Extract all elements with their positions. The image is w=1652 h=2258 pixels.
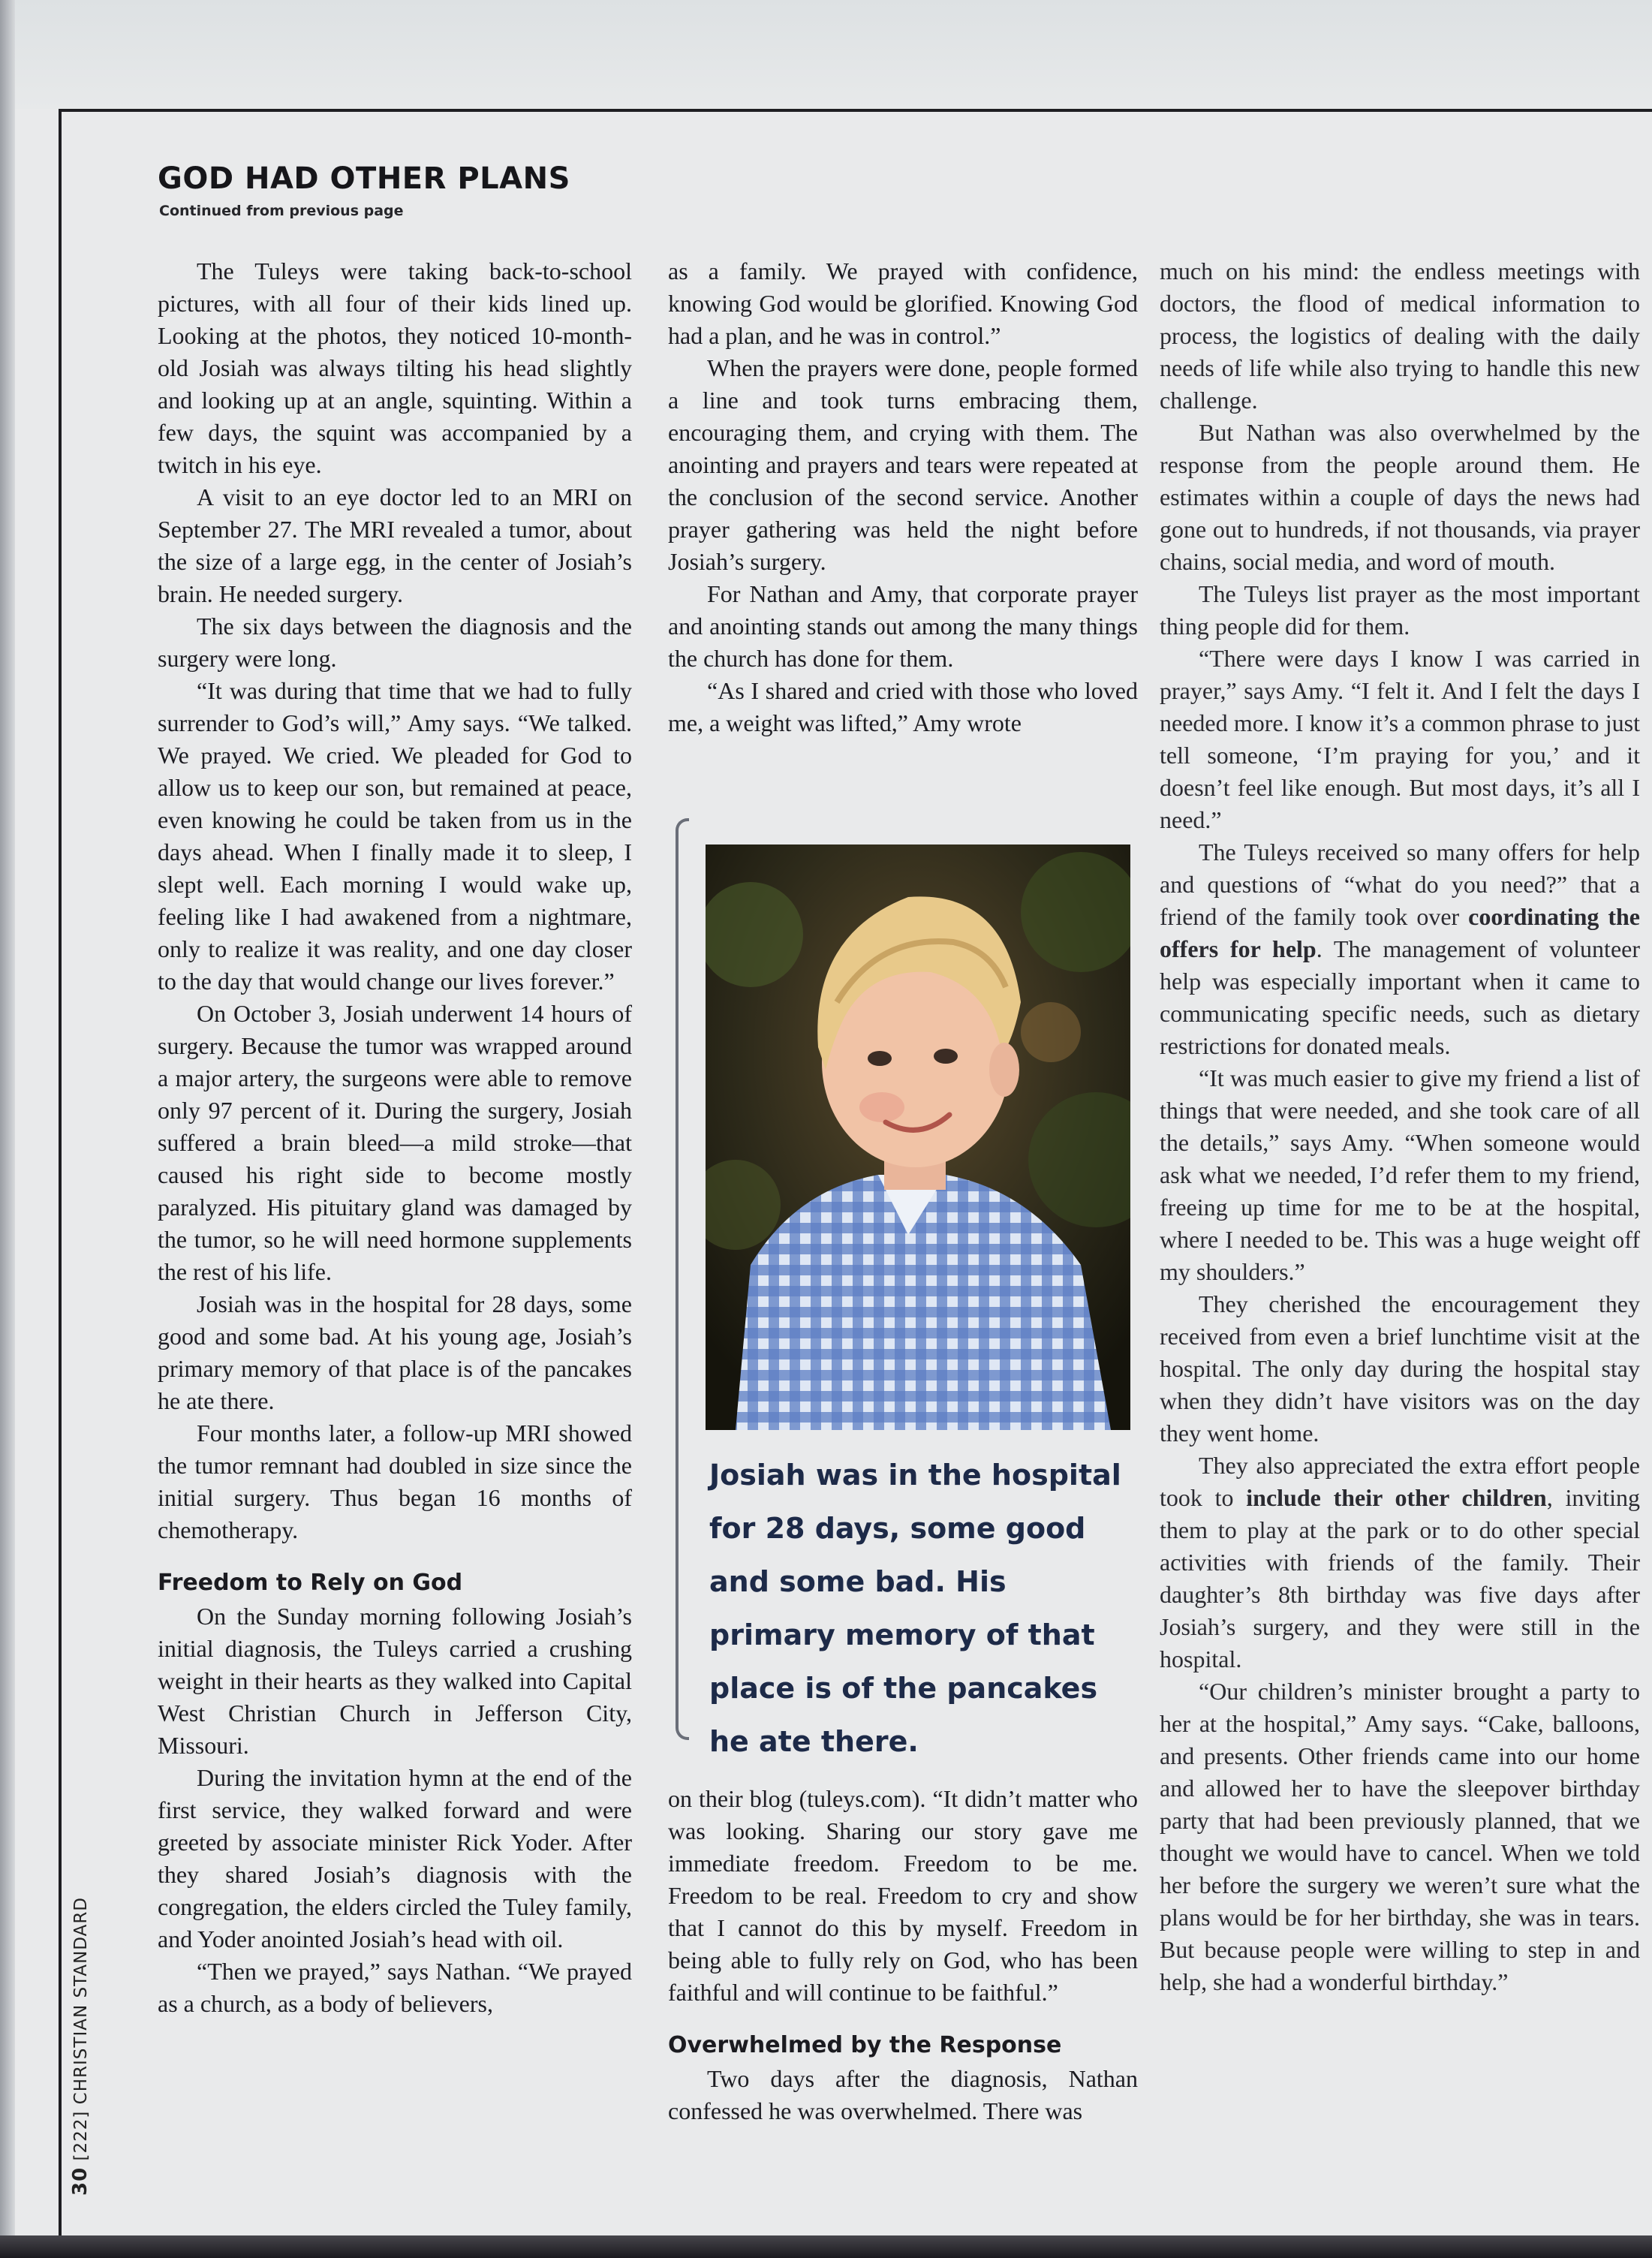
paragraph: The six days between the diagnosis and the surgery were long.: [158, 613, 632, 672]
paragraph: as a family. We prayed with confidence, knowing God would be glorified. Knowing God had a plan, and he was in control.”: [668, 257, 1138, 349]
paragraph: [1160, 1450, 1640, 1675]
text-run: They also appreciated the extra effort people took to: [1160, 1452, 1640, 1511]
paragraph: “As I shared and cried with those who loved me, a weight was lifted,” Amy wrote: [668, 677, 1138, 736]
boy-portrait-image: [706, 844, 1130, 1430]
paragraph: But Nathan was also overwhelmed by the response from the people around them. He estimates within a couple of days the news had gone out to hundreds, if not thousands, via prayer chains, social media, and word of mouth.: [1160, 419, 1640, 575]
bold-phrase: coordinating the offers for help: [1160, 903, 1640, 962]
paragraph: Four months later, a follow-up MRI showed the tumor remnant had doubled in size since the initial surgery. Thus began 16 months of chemotherapy.: [158, 1420, 632, 1543]
page-folio: [69, 1897, 92, 2196]
paragraph: Two days after the diagnosis, Nathan confessed he was overwhelmed. There was: [668, 2065, 1138, 2124]
pullquote-bracket: [676, 818, 689, 1740]
publication-name: CHRISTIAN STANDARD: [71, 1896, 91, 2105]
issue-page: [222]: [71, 2110, 91, 2161]
paragraph: The Tuleys list prayer as the most important thing people did for them.: [1160, 580, 1640, 640]
paragraph: “There were days I know I was carried in prayer,” says Amy. “I felt it. And I felt the days I needed more. I know it’s a common phrase to just tell someone, ‘I’m praying for you,’ and it doesn’t feel like enough. But most days, it’s all I need.”: [1160, 645, 1640, 833]
column-2-top: [668, 255, 1138, 739]
paragraph: “Our children’s minister brought a party to her at the hospital,” Amy says. “Cake, balloons, and presents. Other friends came into our home and allowed her to have the sleepover birthday party that had been previously planned, that we thought we would have to cancel. When we told her before the surgery we weren’t sure what the plans would be for her birthday, she was in tears. But because people were willing to step in and help, she had a wonderful birthday.”: [1160, 1678, 1640, 1995]
subheading-overwhelmed: Overwhelmed by the Response: [668, 2032, 1062, 2058]
paragraph: “It was much easier to give my friend a list of things that were needed, and she took care of all the details,” says Amy. “When someone would ask what we needed, I’d refer them to my friend, freeing up time for me to be at the hospital, where I needed to be. This was a huge weight off my shoulders.”: [1160, 1064, 1640, 1285]
text-run: , inviting them to play at the park or to do other special activities with friends of the family. Their daughter’s 8th birthday was five days after Josiah’s surgery, and they were still in the hospital.: [1160, 1484, 1641, 1672]
paragraph: On October 3, Josiah underwent 14 hours of surgery. Because the tumor was wrapped around a major artery, the surgeons were able to remove only 97 percent of it. During the surgery, Josiah suffered a brain bleed—a mild stroke—that caused his right side to become mostly paralyzed. His pituitary gland was damaged by the tumor, so he will need hormone supplements the rest of his life.: [158, 1000, 632, 1285]
paragraph: much on his mind: the endless meetings with doctors, the flood of medical information to process, the logistics of dealing with the daily needs of life while also trying to handle this new challenge.: [1160, 257, 1640, 414]
paragraph: “Then we prayed,” says Nathan. “We prayed as a church, as a body of believers,: [158, 1958, 632, 2017]
paragraph: Josiah was in the hospital for 28 days, some good and some bad. At his young age, Josiah’s primary memory of that place is of the pancakes he ate there.: [158, 1290, 632, 1414]
paragraph: They cherished the encouragement they received from even a brief lunchtime visit at the hospital. The only day during the hospital stay when they didn’t have visitors was on the day they went home.: [1160, 1290, 1640, 1447]
josiah-photo: [706, 844, 1130, 1430]
pullquote-caption: Josiah was in the hospital for 28 days, some good and some bad. His primary memory of that place is of the pancakes he ate there.: [709, 1459, 1121, 1758]
article-headline: GOD HAD OTHER PLANS: [158, 161, 570, 196]
page-gutter: [0, 0, 15, 2258]
subheading-freedom: Freedom to Rely on God: [158, 1570, 463, 1596]
bold-phrase: include their other children: [1246, 1484, 1547, 1511]
paragraph: [1160, 836, 1640, 1062]
page-number: 30: [69, 2166, 92, 2196]
paragraph: on their blog (tuleys.com). “It didn’t matter who was looking. Sharing our story gave me immediate freedom. Freedom to be me. Freedom to be real. Freedom to cry and show that I cannot do this by myself. Freedom in being able to fully rely on God, who has been faithful and will continue to be faithful.”: [668, 1785, 1138, 2006]
top-margin: [15, 0, 1652, 109]
column-3: [1160, 255, 1640, 1998]
continued-note: Continued from previous page: [159, 203, 404, 219]
paragraph: The Tuleys were taking back-to-school pictures, with all four of their kids lined up. Looking at the photos, they noticed 10-month-old Josiah was always tilting his head slightly and looking up at an angle, squinting. Within a few days, the squint was accompanied by a twitch in his eye.: [158, 257, 632, 478]
paragraph: For Nathan and Amy, that corporate prayer and anointing stands out among the many things the church has done for them.: [668, 580, 1138, 672]
paragraph: During the invitation hymn at the end of the first service, they walked forward and were greeted by associate minister Rick Yoder. After they shared Josiah’s diagnosis with the congregation, the elders circled the Tuley family, and Yoder anointed Josiah’s head with oil.: [158, 1764, 632, 1952]
paragraph: “It was during that time that we had to fully surrender to God’s will,” Amy says. “We talked. We prayed. We cried. We pleaded for God to allow us to keep our son, but remained at peace, even knowing he could be taken from us in the days ahead. When I finally made it to sleep, I slept well. Each morning I would wake up, feeling like I had awakened from a nightmare, only to realize it was reality, and one day closer to the day that would change our lives forever.”: [158, 677, 632, 995]
bottom-edge: [0, 2235, 1652, 2258]
paragraph: A visit to an eye doctor led to an MRI on September 27. The MRI revealed a tumor, about the size of a large egg, in the center of Josiah’s brain. He needed surgery.: [158, 483, 632, 607]
paragraph: On the Sunday morning following Josiah’s initial diagnosis, the Tuleys carried a crushing weight in their hearts as they walked into Capital West Christian Church in Jefferson City, Missouri.: [158, 1603, 632, 1759]
column-2-bottom: [668, 1783, 1138, 2127]
column-1: [158, 255, 632, 2020]
paragraph: When the prayers were done, people formed a line and took turns embracing them, encouraging them, and crying with them. The anointing and prayers and tears were repeated at the conclusion of the second service. Another prayer gathering was held the night before Josiah’s surgery.: [668, 354, 1138, 575]
text-run: . The management of volunteer help was especially important when it came to communicating specific needs, such as dietary restrictions for donated meals.: [1160, 935, 1641, 1059]
text-run: The Tuleys received so many offers for help and questions of “what do you need?” that a friend of the family took over: [1160, 838, 1640, 930]
